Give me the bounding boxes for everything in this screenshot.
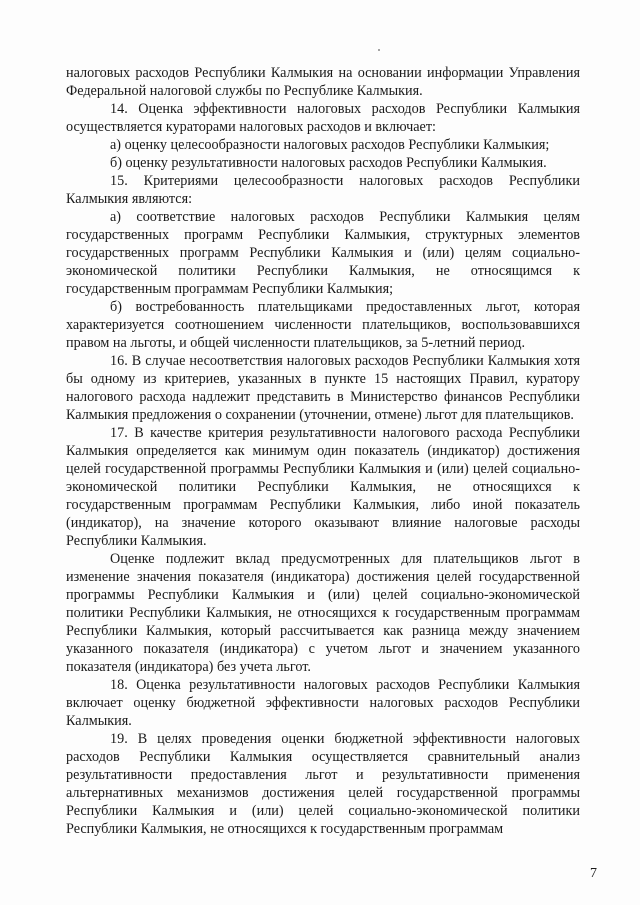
- scan-speck: [378, 49, 380, 51]
- paragraph-19: 19. В целях проведения оценки бюджетной эффективности налоговых расходов Республики Калмыкия осуществляется сравнительный анализ результативности предоставления льгот и результативности применения альтернативных механизмов достижения целей государственной программы Республики Калмыкия и (или) целей социально-экономической политики Республики Калмыкия, не относящихся к государственным программам: [66, 731, 580, 837]
- paragraph-14: 14. Оценка эффективности налоговых расходов Республики Калмыкия осуществляется кураторами налоговых расходов и включает:: [66, 101, 580, 135]
- paragraph-14-b: б) оценку результативности налоговых расходов Республики Калмыкия.: [110, 155, 547, 171]
- paragraph-17-contribution: Оценке подлежит вклад предусмотренных для плательщиков льгот в изменение значения показателя (индикатора) достижения целей государственной программы Республики Калмыкия и (или) целей социально-экономической политики Республики Калмыкия, не относящихся к государственным программам Республики Калмыкия, который рассчитывается как разница между значением указанного показателя (индикатора) с учетом льгот и значением указанного показателя (индикатора) без учета льгот.: [66, 551, 580, 675]
- paragraph-continuation: налоговых расходов Республики Калмыкия на основании информации Управления Федеральной налоговой службы по Республике Калмыкия.: [66, 65, 580, 99]
- paragraph-18: 18. Оценка результативности налоговых расходов Республики Калмыкия включает оценку бюджетной эффективности налоговых расходов Республики Калмыкия.: [66, 677, 580, 729]
- paragraph-15-a: а) соответствие налоговых расходов Республики Калмыкия целям государственных программ Республики Калмыкия, структурных элементов государственных программ Республики Калмыкия и (или) целям социально-экономической политики Республики Калмыкия, не относящимся к государственным программам Республики Калмыкия;: [66, 209, 580, 297]
- paragraph-15-b: б) востребованность плательщиками предоставленных льгот, которая характеризуется соотношением численности плательщиков, воспользовавшихся правом на льготы, и общей численности плательщиков, за 5-летний период.: [66, 299, 580, 351]
- paragraph-15: 15. Критериями целесообразности налоговых расходов Республики Калмыкия являются:: [66, 173, 580, 207]
- paragraph-14-a: а) оценку целесообразности налоговых расходов Республики Калмыкия;: [110, 137, 550, 153]
- paragraph-16: 16. В случае несоответствия налоговых расходов Республики Калмыкия хотя бы одному из критериев, указанных в пункте 15 настоящих Правил, куратору налогового расхода надлежит представить в Министерство финансов Республики Калмыкия предложения о сохранении (уточнении, отмене) льгот для плательщиков.: [66, 353, 580, 423]
- paragraph-17: 17. В качестве критерия результативности налогового расхода Республики Калмыкия определяется как минимум один показатель (индикатор) достижения целей государственной программы Республики Калмыкия и (или) целей социально-экономической политики Республики Калмыкия, не относящихся к государственным программам Республики Калмыкия, либо иной показатель (индикатор), на значение которого оказывают влияние налоговые расходы Республики Калмыкия.: [66, 425, 580, 549]
- document-body: [66, 64, 580, 838]
- page-number: 7: [590, 866, 597, 881]
